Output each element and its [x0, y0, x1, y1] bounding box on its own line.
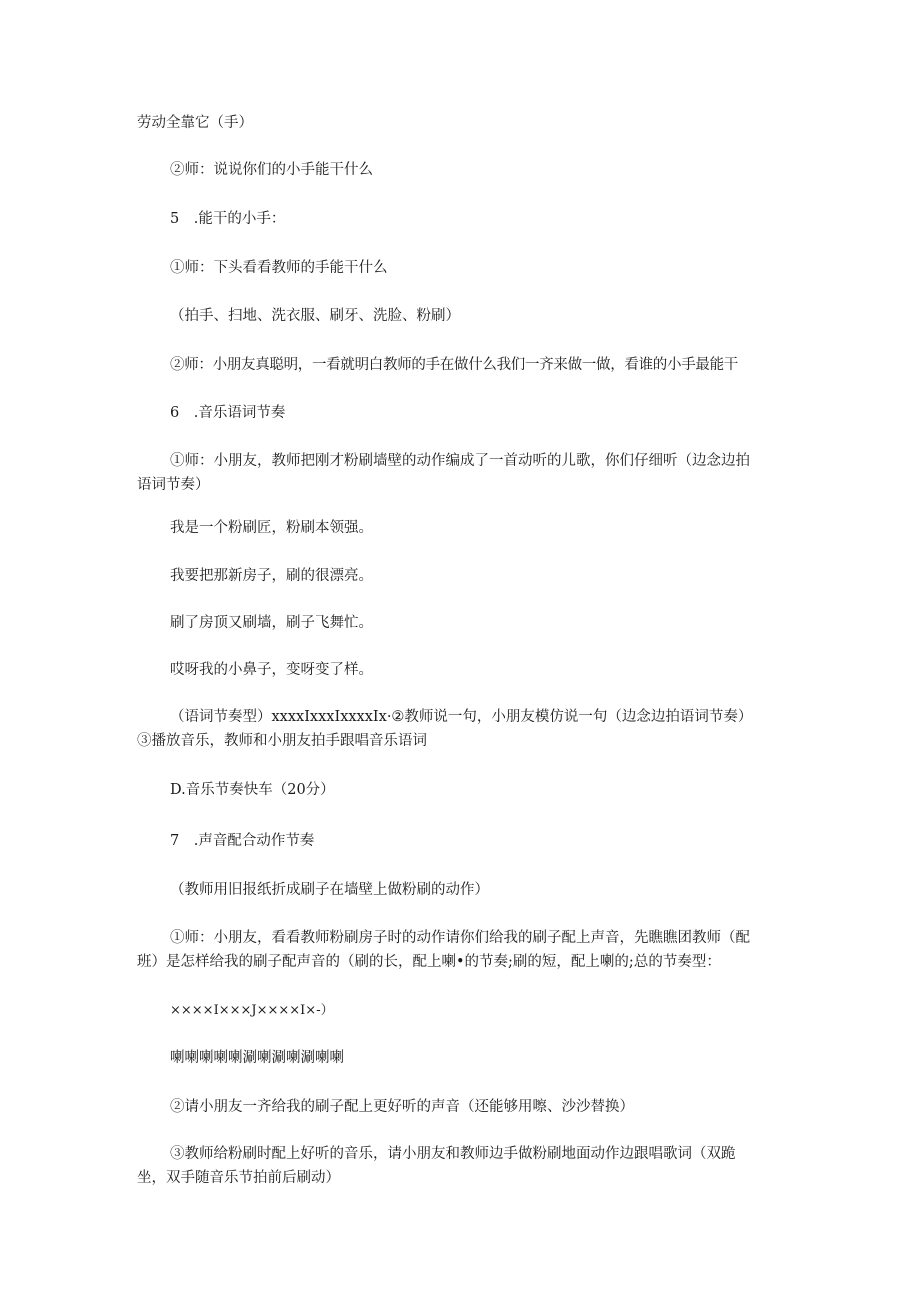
paragraph: 劳动全靠它（手） [137, 115, 253, 131]
section-heading: 6 .音乐语词节奏 [170, 405, 286, 421]
rhythm-syllables: 喇喇喇喇喇涮喇涮喇涮喇喇 [170, 1050, 344, 1066]
paragraph: ①师：小朋友，教师把刚才粉刷墙壁的动作编成了一首动听的儿歌，你们仔细听（边念边拍语词节奏） [137, 453, 750, 493]
paragraph: ①师：小朋友，看看教师粉刷房子时的动作请你们给我的刷子配上声音，先瞧瞧团教师（配班）是怎样给我的刷子配声音的（刷的长，配上喇•的节奏;刷的短，配上喇的;总的节奏型： [137, 930, 750, 970]
paragraph: ②师：说说你们的小手能干什么 [170, 162, 373, 178]
paragraph: （语词节奏型）xxxxIxxxIxxxxIx·②教师说一句，小朋友模仿说一句（边念边拍语词节奏）③播放音乐，教师和小朋友拍手跟唱音乐语词 [137, 709, 753, 749]
paragraph: ①师：下头看看教师的手能干什么 [170, 260, 388, 276]
paragraph: （拍手、扫地、洗衣服、刷牙、洗脸、粉刷） [170, 308, 460, 324]
lyric-line: 刷了房顶又刷墙，刷子飞舞忙。 [170, 615, 373, 631]
paragraph: （教师用旧报纸折成刷子在墙壁上做粉刷的动作） [170, 882, 489, 898]
section-heading: 7 .声音配合动作节奏 [170, 833, 315, 849]
paragraph: ②请小朋友一齐给我的刷子配上更好听的声音（还能够用嚓、沙沙替换） [170, 1099, 634, 1115]
rhythm-pattern: ××××I×××J××××I×-） [170, 1003, 334, 1018]
section-heading: 5 .能干的小手： [170, 211, 286, 227]
lyric-line: 哎呀我的小鼻子，变呀变了样。 [170, 662, 373, 678]
lyric-line: 我要把那新房子，刷的很漂亮。 [170, 568, 373, 584]
paragraph: ③教师给粉刷时配上好听的音乐，请小朋友和教师边手做粉刷地面动作边跟唱歌词（双跪坐，双手随音乐节拍前后刷动） [137, 1146, 736, 1186]
section-heading: D.音乐节奏快车（20分） [170, 782, 335, 798]
lyric-line: 我是一个粉刷匠，粉刷本领强。 [170, 520, 373, 536]
paragraph: ②师：小朋友真聪明，一看就明白教师的手在做什么我们一齐来做一做，看谁的小手最能干 [170, 357, 738, 373]
